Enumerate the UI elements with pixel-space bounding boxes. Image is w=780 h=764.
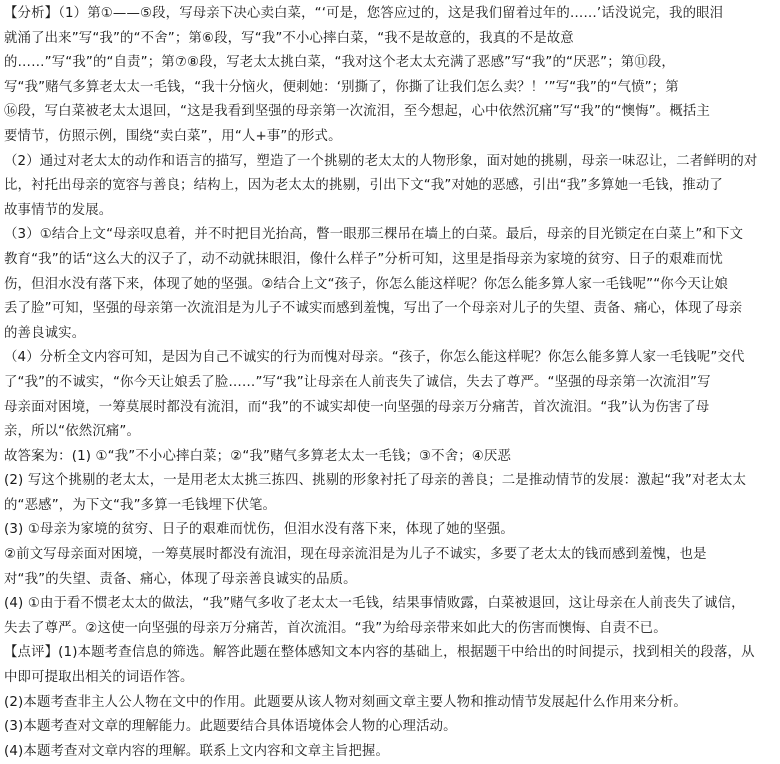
- answer-line: ②前文写母亲面对困境，一筹莫展时都没有流泪，现在母亲流泪是为儿子不诚实，多要了老太太的钱而感到羞愧，也是: [4, 547, 707, 563]
- analysis-line: 亲，所以“依然沉痛”。: [4, 424, 141, 440]
- analysis-line: 写“我”赌气多算老太太一毛钱，“我十分恼火，便刺她：‘别撕了，你撕了让我们怎么卖？！’”写“我”的“气愤”；第: [4, 79, 679, 95]
- analysis-line: 的……”写“我”的“自责”；第⑦⑧段，写老太太挑白菜，“我对这个老太太充满了恶感”写“我”的“厌恶”；第⑪段，: [4, 55, 675, 71]
- answer-line: (2) 写这个挑剔的老太太，一是用老太太挑三拣四、挑剔的形象衬托了母亲的善良；二是推动情节的发展：激起“我”对老太太: [4, 473, 747, 489]
- answer-line: (3) ①母亲为家境的贫穷、日子的艰难而忧伤，但泪水没有落下来，体现了她的坚强。: [4, 522, 514, 538]
- analysis-line: 【分析】（1）第①——⑤段，写母亲下决心卖白菜，“‘可是，您答应过的，这是我们留着过年的……’话没说完，我的眼泪: [4, 6, 724, 21]
- analysis-line: 了“我”的不诚实，“你今天让娘丢了脸……”写“我”让母亲在人前丧失了诚信，失去了尊严。“坚强的母亲第一次流泪”写: [4, 374, 711, 390]
- analysis-line: 就涌了出来”写“我”的“不舍”；第⑥段，写“我”不小心摔白菜，“我不是故意的，我真的不是故意: [4, 30, 574, 46]
- analysis-line: （2）通过对老太太的动作和语言的描写，塑造了一个挑剔的老太太的人物形象，面对她的挑剔，母亲一味忍让，二者鲜明的对: [4, 153, 758, 169]
- analysis-line: 比，衬托出母亲的宽容与善良；结构上，因为老太太的挑剔，引出下文“我”对她的恶感，引出“我”多算她一毛钱，推动了: [4, 178, 723, 194]
- analysis-line: （4）分析全文内容可知，是因为自己不诚实的行为而愧对母亲。“孩子，你怎么能这样呢？你怎么能多算人家一毛钱呢”交代: [4, 350, 745, 366]
- comment-section: [4, 641, 776, 764]
- comment-line: (3)本题考查对文章的理解能力。此题要结合具体语境体会人物的心理活动。: [4, 719, 457, 735]
- analysis-line: ⑯段，写白菜被老太太退回，“这是我看到坚强的母亲第一次流泪，至今想起，心中依然沉痛”写“我”的“懊悔”。概括主: [4, 104, 711, 120]
- analysis-line: 故事情节的发展。: [4, 202, 113, 218]
- answer-section: [4, 445, 776, 642]
- analysis-line: 丢了脸”可知，坚强的母亲第一次流泪是为儿子不诚实而感到羞愧，写出了一个母亲对儿子的失望、责备、痛心，体现了母亲: [4, 301, 743, 317]
- comment-line: (4)本题考查对文章内容的理解。联系上文内容和文章主旨把握。: [4, 743, 390, 759]
- analysis-line: 教育“我”的话“这么大的汉子了，动不动就抹眼泪，像什么样子”分析可知，这里是指母亲为家境的贫穷、日子的艰难而忧: [4, 251, 723, 267]
- analysis-line: 母亲面对困境，一筹莫展时都没有流泪，而“我”的不诚实却使一向坚强的母亲万分痛苦，首次流泪。“我”认为伤害了母: [4, 399, 710, 415]
- answer-line: 失去了尊严。②这使一向坚强的母亲万分痛苦，首次流泪。“我”为给母亲带来如此大的伤害而懊悔、自责不已。: [4, 620, 667, 636]
- analysis-line: 要情节，仿照示例，围绕“卖白菜”，用“人+事”的形式。: [4, 128, 342, 144]
- answer-line: 故答案为：(1) ①“我”不小心摔白菜；②“我”赌气多算老太太一毛钱；③不舍；④厌恶: [4, 448, 512, 464]
- comment-line: 【点评】(1)本题考查信息的筛选。解答此题在整体感知文本内容的基础上，根据题干中给出的时间提示，找到相关的段落，从: [4, 645, 755, 661]
- analysis-section: [4, 2, 776, 445]
- analysis-line: （3）①结合上文“母亲叹息着，并不时把目光抬高，瞥一眼那三棵吊在墙上的白菜。最后，母亲的目光锁定在白菜上”和下文: [4, 227, 744, 243]
- analysis-line: 的善良诚实。: [4, 325, 86, 341]
- answer-line: (4) ①由于看不惯老太太的做法，“我”赌气多收了老太太一毛钱，结果事情败露，白菜被退回，这让母亲在人前丧失了诚信，: [4, 596, 745, 612]
- comment-line: 中即可提取出相关的词语作答。: [4, 670, 194, 686]
- comment-line: (2)本题考查非主人公人物在文中的作用。此题要从该人物对刻画文章主要人物和推动情节发展起什么作用来分析。: [4, 694, 687, 710]
- analysis-line: 伤，但泪水没有落下来，体现了她的坚强。②结合上文“孩子，你怎么能这样呢？你怎么能多算人家一毛钱呢”“你今天让娘: [4, 276, 728, 292]
- answer-line: 的“恶感”，为下文“我”多算一毛钱埋下伏笔。: [4, 497, 277, 513]
- answer-line: 对“我”的失望、责备、痛心，体现了母亲善良诚实的品质。: [4, 571, 357, 587]
